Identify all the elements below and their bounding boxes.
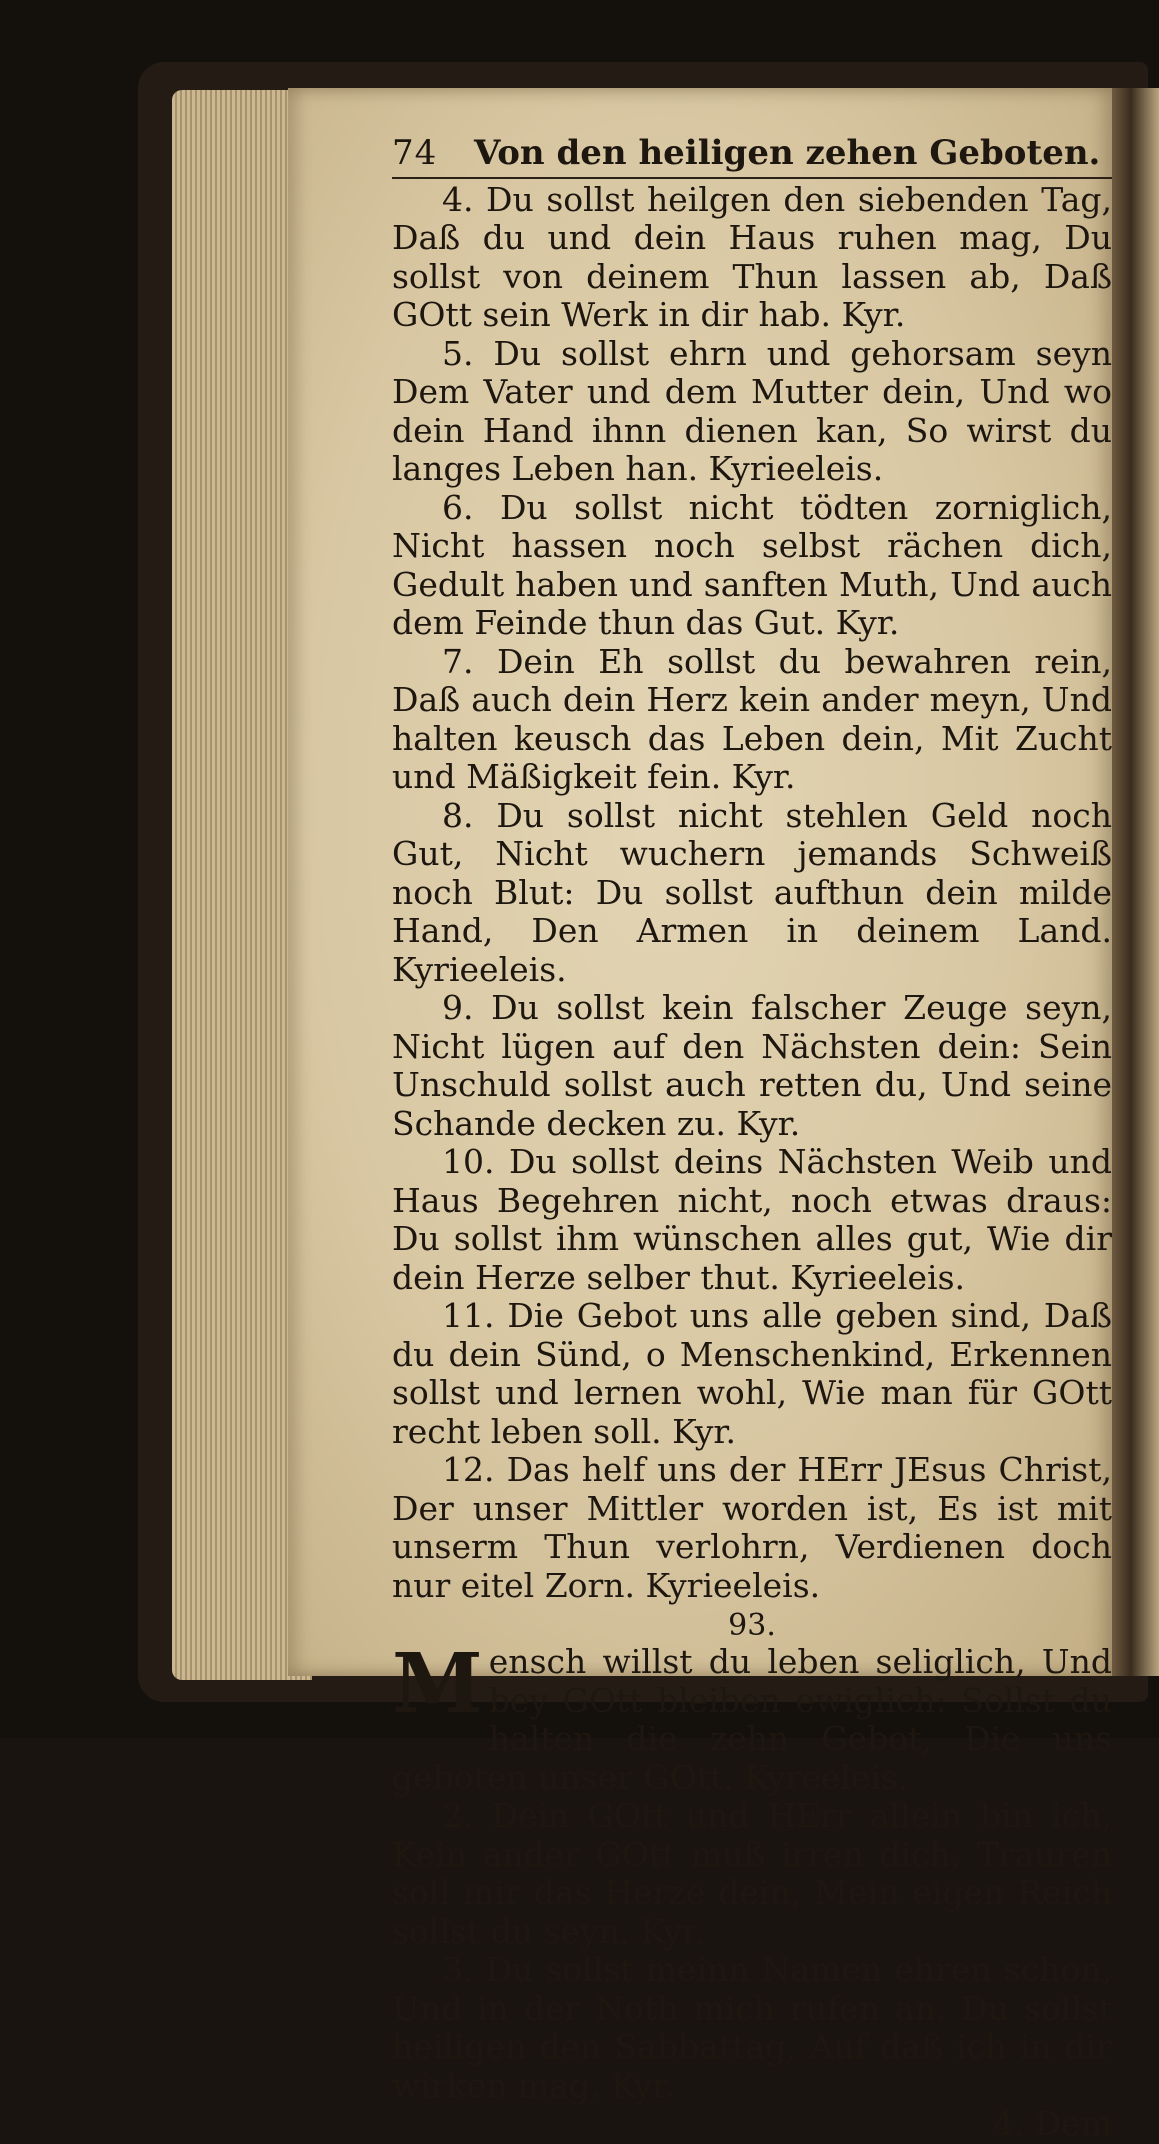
verse-9: 9. Du sollst kein falscher Zeuge seyn, Nicht lügen auf den Nächsten dein: Sein Unschuld sollst auch retten du, Und seine Schande decken zu. Kyr.: [392, 988, 1112, 1143]
hymn-verse-3: 3. Du sollst meinn Namen ehren schon, Und in der Noth mich rufen an. Du sollst heiligen den Sabbattag, Auf daß ich in dir wirken mag. Kyr.: [392, 1950, 1112, 2105]
verse-5: 5. Du sollst ehrn und gehorsam seyn Dem Vater und dem Mutter dein, Und wo dein Hand ihnn dienen kan, So wirst du langes Leben han. Kyrieeleis.: [392, 333, 1112, 488]
verse-12: 12. Das helf uns der HErr JEsus Christ, Der unser Mittler worden ist, Es ist mit unserm Thun verlohrn, Verdienen doch nur eitel Zorn. Kyrieeleis.: [392, 1450, 1112, 1605]
page-number: 74: [392, 133, 438, 173]
page-gutter: [1112, 88, 1159, 1676]
hymn-first-verse-text: ensch willst du leben seliglich, Und bey GOtt bleiben ewiglich: Sollst du halten die zehn Gebot, Die uns geboten unser GOtt. Kyreeleis.: [392, 1642, 1112, 1797]
verse-6: 6. Du sollst nicht tödten zorniglich, Nicht hassen noch selbst rächen dich, Gedult haben und sanften Muth, Und auch dem Feinde thun das Gut. Kyr.: [392, 487, 1112, 642]
running-title: Von den heiligen zehen Geboten.: [474, 133, 1101, 173]
verse-11: 11. Die Gebot uns alle geben sind, Daß du dein Sünd, o Menschenkind, Erkennen sollst und lernen wohl, Wie man für GOtt recht leben soll. Kyr.: [392, 1296, 1112, 1451]
verse-7: 7. Dein Eh sollst du bewahren rein, Daß auch dein Herz kein ander meyn, Und halten keusch das Leben dein, Mit Zucht und Mäßigkeit fein. Kyr.: [392, 641, 1112, 796]
hymn-verse-2: 2. Dein GOtt und HErr allein bin ich, Kein ander GOtt muß irren dich, Trauren soll mir das Herze dein, Mein eigen Reich sollst du seyn. Kyr.: [392, 1796, 1112, 1951]
verse-10: 10. Du sollst deins Nächsten Weib und Haus Begehren nicht, noch etwas draus: Du sollst ihm wünschen alles gut, Wie dir dein Herze selber thut. Kyrieeleis.: [392, 1142, 1112, 1297]
hymn-first-verse: [392, 1636, 1112, 1797]
page-header: [392, 134, 1112, 179]
hymn-number: 93.: [728, 1608, 776, 1643]
verse-4: 4. Du sollst heilgen den siebenden Tag, Daß du und dein Haus ruhen mag, Du sollst von deinem Thun lassen ab, Daß GOtt sein Werk in dir hab. Kyr.: [392, 179, 1112, 334]
drop-cap: M: [392, 1636, 483, 1732]
verse-8: 8. Du sollst nicht stehlen Geld noch Gut, Nicht wuchern jemands Schweiß noch Blut: Du sollst aufthun dein milde Hand, Den Armen in deinem Land. Kyrieeleis.: [392, 795, 1112, 989]
catchword: 4. Dem: [992, 2104, 1112, 2143]
page-text: [392, 134, 1112, 2144]
